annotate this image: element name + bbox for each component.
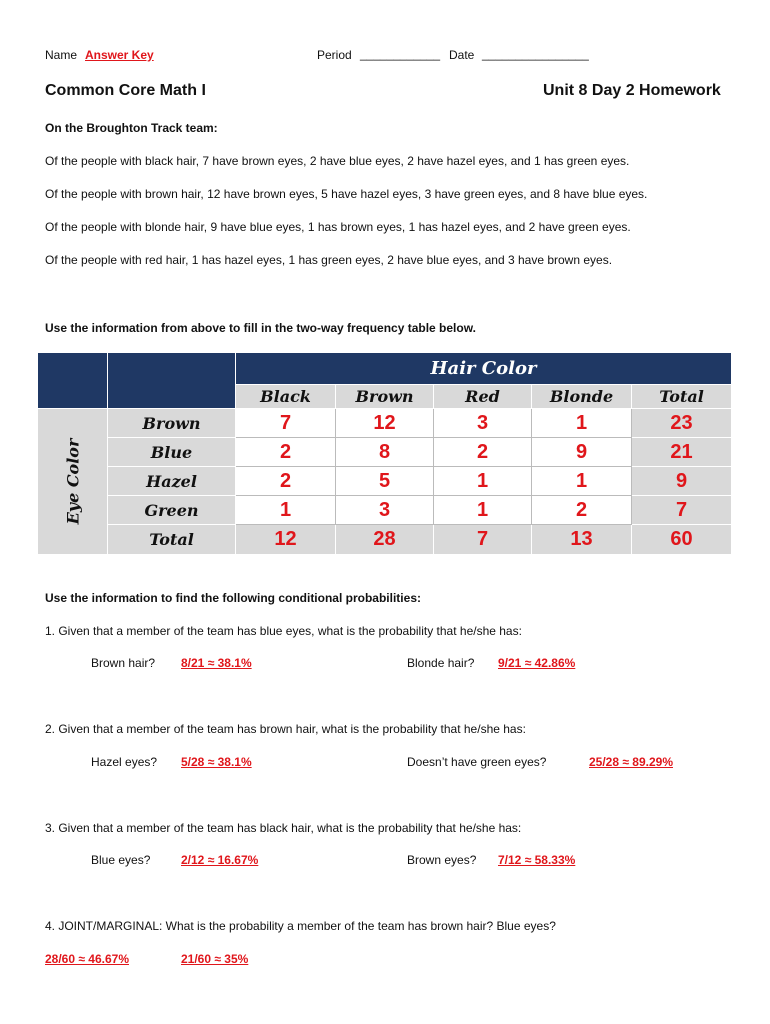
cell-value: 5 [378,469,391,492]
table-cell [532,409,632,438]
table-cell [532,438,632,467]
table-cell [434,438,532,467]
cell-value: 1 [476,498,489,521]
q3-a-label: Blue eyes? [91,853,151,867]
hair-color-label: Hair Color [430,358,537,379]
table-cell [532,467,632,496]
row-label: Total [149,530,194,549]
cell-value: 12 [274,528,297,550]
date-label: Date [449,48,475,62]
table-cell [434,496,532,525]
total-cell [632,496,732,525]
cell-value: 1 [476,469,489,492]
eye-color-label: Eye Color [63,438,83,525]
cell-value: 8 [378,440,391,463]
intro-line: Of the people with brown hair, 12 have brown eyes, 5 have hazel eyes, 3 have green eyes, and 8 have blue eyes. [45,187,648,201]
table-instruction: Use the information from above to fill in the two-way frequency table below. [45,321,476,335]
column-header [532,385,632,409]
table-cell [336,467,434,496]
row-label: Green [144,500,199,520]
cell-value: 12 [373,411,396,434]
column-label: Red [465,387,500,406]
table-cell [236,409,336,438]
cell-value: 7 [675,498,688,521]
cell-value: 3 [378,498,391,521]
q2-b-answer: 25/28 ≈ 89.29% [589,755,673,769]
question-3: 3. Given that a member of the team has black hair, what is the probability that he/she has: [45,821,522,835]
total-cell [532,525,632,555]
cell-value: 2 [279,440,292,463]
unit-title: Unit 8 Day 2 Homework [543,82,721,99]
total-cell [336,525,434,555]
course-title: Common Core Math I [45,82,206,99]
row-header [108,438,236,467]
frequency-table [38,353,732,555]
cell-value: 21 [670,440,693,463]
table-cell [236,496,336,525]
column-label: Black [260,387,311,406]
table-cell [336,438,434,467]
date-blank: ________________ [482,47,589,61]
total-cell [632,409,732,438]
q1-a-answer: 8/21 ≈ 38.1% [181,656,252,670]
question-2: 2. Given that a member of the team has brown hair, what is the probability that he/she has: [45,722,526,736]
column-label: Brown [355,387,414,406]
q2-b-label: Doesn’t have green eyes? [407,755,547,769]
table-cell [434,467,532,496]
cell-value: 60 [670,528,693,550]
name-value: Answer Key [85,48,154,62]
cell-value: 7 [279,411,292,434]
q4-b-answer: 21/60 ≈ 35% [181,952,249,966]
row-header [108,496,236,525]
q3-a-answer: 2/12 ≈ 16.67% [181,853,259,867]
table-cell [532,496,632,525]
cell-value: 2 [575,498,588,521]
table-cell [336,496,434,525]
conditional-heading: Use the information to find the following conditional probabilities: [45,591,421,605]
column-label: Blonde [549,387,614,406]
row-header [108,467,236,496]
table-cell [236,438,336,467]
cell-value: 3 [476,411,489,434]
total-cell [632,438,732,467]
cell-value: 1 [575,469,588,492]
cell-value: 2 [279,469,292,492]
row-header [108,525,236,555]
q3-b-label: Brown eyes? [407,853,477,867]
cell-value: 28 [373,528,396,550]
cell-value: 13 [570,528,593,550]
table-cell [434,409,532,438]
column-label: Total [659,387,704,406]
cell-value: 7 [476,528,489,550]
q2-a-answer: 5/28 ≈ 38.1% [181,755,252,769]
cell-value: 2 [476,440,489,463]
row-label: Brown [142,413,201,433]
q4-a-answer: 28/60 ≈ 46.67% [45,952,129,966]
q1-b-label: Blonde hair? [407,656,475,670]
eye-color-header [38,409,108,555]
table-cell [236,467,336,496]
cell-value: 1 [279,498,292,521]
column-header [236,385,336,409]
table-cell [336,409,434,438]
question-4: 4. JOINT/MARGINAL: What is the probability a member of the team has brown hair? Blue eyes? [45,919,556,933]
intro-line: Of the people with red hair, 1 has hazel eyes, 1 has green eyes, 2 have blue eyes, and 3 have brown eyes. [45,253,613,267]
name-label: Name [45,48,78,62]
cell-value: 9 [675,469,688,492]
total-cell [434,525,532,555]
row-label: Blue [150,442,193,462]
total-cell [632,525,732,555]
question-1: 1. Given that a member of the team has blue eyes, what is the probability that he/she has: [45,624,522,638]
cell-value: 23 [670,411,693,434]
q2-a-label: Hazel eyes? [91,755,158,769]
row-label: Hazel [146,471,197,491]
q3-b-answer: 7/12 ≈ 58.33% [498,853,576,867]
intro-heading: On the Broughton Track team: [45,121,218,135]
intro-line: Of the people with black hair, 7 have brown eyes, 2 have blue eyes, 2 have hazel eyes, and 1 has green eyes. [45,154,630,168]
corner-cell [38,353,108,409]
period-label: Period [317,48,352,62]
corner-cell [108,353,236,409]
q1-a-label: Brown hair? [91,656,156,670]
hair-color-header [236,353,732,385]
cell-value: 9 [575,440,588,463]
column-header [434,385,532,409]
period-blank: ____________ [360,47,441,61]
cell-value: 1 [575,411,588,434]
total-cell [632,467,732,496]
column-header [632,385,732,409]
row-header [108,409,236,438]
intro-line: Of the people with blonde hair, 9 have blue eyes, 1 has brown eyes, 1 has hazel eyes, and 2 have green eyes. [45,220,631,234]
total-cell [236,525,336,555]
column-header [336,385,434,409]
q1-b-answer: 9/21 ≈ 42.86% [498,656,576,670]
